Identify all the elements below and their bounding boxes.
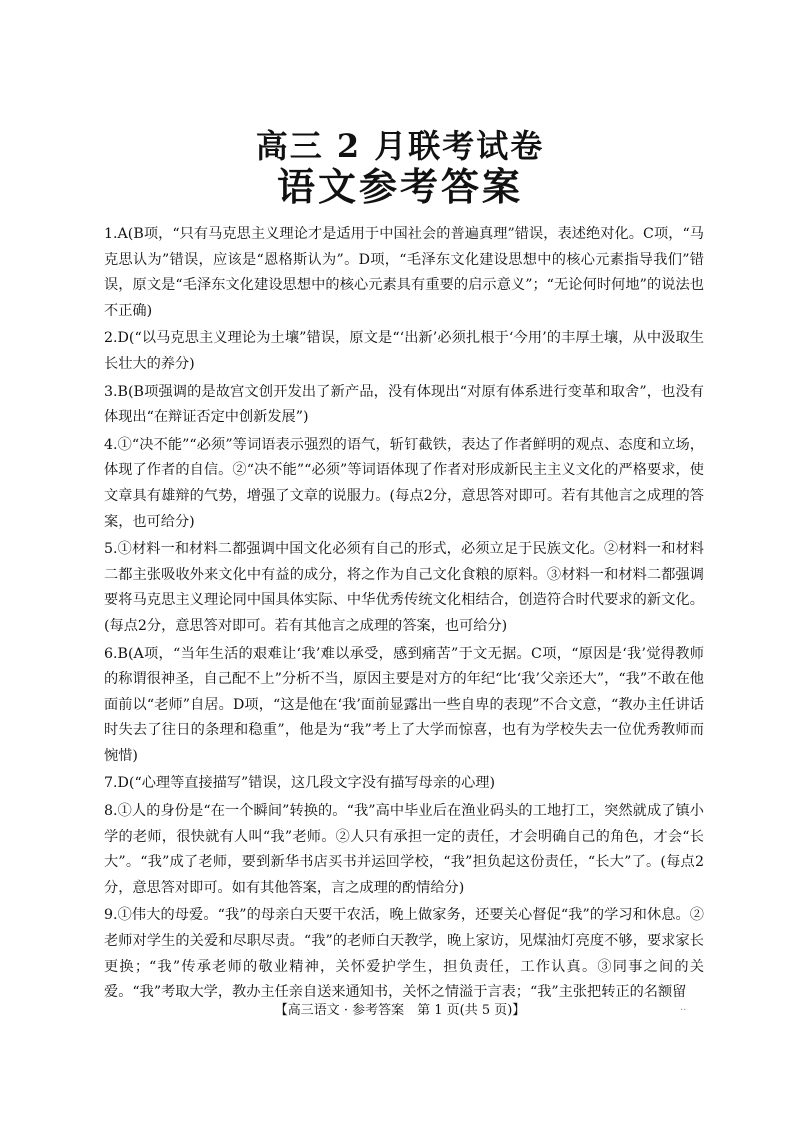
- answer-item: [104, 771, 704, 797]
- answer-number: 2.: [104, 330, 118, 347]
- answer-text: D(“以马克思主义理论为土壤”错误，原文是“‘出新’必须扎根于‘今用’的丰厚土壤，从中汲取生长壮大的养分): [104, 330, 704, 372]
- answer-number: 7.: [104, 775, 118, 792]
- answer-item: [104, 380, 704, 431]
- answer-item: [104, 433, 704, 535]
- answer-number: 3.: [104, 383, 118, 400]
- answer-text: ①材料一和材料二都强调中国文化必须有自己的形式，必须立足于民族文化。②材料一和材料二都主张吸收外来文化中有益的成分，将之作为自己文化食粮的原料。③材料一和材料二都强调要将马克思主义理论同中国具体实际、中华优秀传统文化相结合，创造符合时代要求的新文化。(每点2分，意思答对即可。若有其他言之成理的答案，也可给分): [104, 541, 704, 634]
- answer-number: 8.: [104, 803, 118, 820]
- answer-number: 1.: [104, 226, 118, 242]
- answer-number: 6.: [104, 645, 118, 662]
- scan-mark: ··: [680, 1005, 687, 1016]
- answer-item: [104, 903, 704, 1005]
- page-footer: 【高三语文 · 参考答案 第 1 页(共 5 页)】: [274, 1003, 526, 1018]
- answer-item: [104, 222, 704, 324]
- answer-text: A(B项，“只有马克思主义理论才是适用于中国社会的普遍真理”错误，表述绝对化。C项，“马克思认为”错误，应该是“恩格斯认为”。D项，“毛泽东文化建设思想中的核心元素指导我们”错误，原文是“毛泽东文化建设思想中的核心元素具有重要的启示意义”；“无论何时何地”的说法也不正确): [104, 226, 704, 319]
- answer-number: 4.: [104, 436, 118, 453]
- answer-text: D(“心理等直接描写”错误，这几段文字没有描写母亲的心理): [117, 775, 495, 792]
- answer-text: B(B项强调的是故宫文创开发出了新产品，没有体现出“对原有体系进行变革和取舍”，也没有体现出“在辩证否定中创新发展”): [104, 383, 704, 426]
- answer-item: [104, 642, 704, 770]
- answer-number: 5.: [104, 541, 118, 558]
- document-title: 语文参考答案: [276, 164, 523, 209]
- exam-title: 高三 2 月联考试卷: [255, 127, 545, 165]
- answer-list: [104, 222, 704, 1008]
- answer-text: B(A项，“当年生活的艰难让‘我’难以承受，感到痛苦”于文无据。C项，“原因是‘我’觉得教师的称谓很神圣，自己配不上”分析不当，原因主要是对方的年纪“比‘我’父亲还大”，“我”不敢在他面前以“老师”自居。D项，“这是他在‘我’面前显露出一些自卑的表现”不合文意，“教办主任讲话时失去了往日的条理和稳重”，他是为“我”考上了大学而惊喜，也有为学校失去一位优秀教师而惋惜): [104, 645, 704, 764]
- answer-text: ①“决不能”“必须”等词语表示强烈的语气，斩钉截铁，表达了作者鲜明的观点、态度和立场，体现了作者的自信。②“决不能”“必须”等词语体现了作者对形成新民主主义文化的严格要求，使文章具有雄辩的气势，增强了文章的说服力。(每点2分，意思答对即可。若有其他言之成理的答案，也可给分): [104, 436, 704, 530]
- answer-item: [104, 799, 704, 901]
- answer-item: [104, 537, 704, 639]
- answer-number: 9.: [104, 907, 118, 924]
- answer-text: ①伟大的母爱。“我”的母亲白天要干农活，晚上做家务，还要关心督促“我”的学习和休息。②老师对学生的关爱和尽职尽责。“我”的老师白天教学，晚上家访，见煤油灯亮度不够，要求家长更换；“我”传承老师的敬业精神，关怀爱护学生，担负责任，工作认真。③同事之间的关爱。“我”考取大学，教办主任亲自送来通知书，关怀之情溢于言表；“我”主张把转正的名额留: [104, 907, 704, 1001]
- answer-text: ①人的身份是“在一个瞬间”转换的。“我”高中毕业后在渔业码头的工地打工，突然就成了镇小学的老师，很快就有人叫“我”老师。②人只有承担一定的责任，才会明确自己的角色，才会“长大”。“我”成了老师，要到新华书店买书并运回学校，“我”担负起这份责任，“长大”了。(每点2分，意思答对即可。如有其他答案，言之成理的酌情给分): [104, 803, 704, 896]
- answer-item: [104, 326, 704, 377]
